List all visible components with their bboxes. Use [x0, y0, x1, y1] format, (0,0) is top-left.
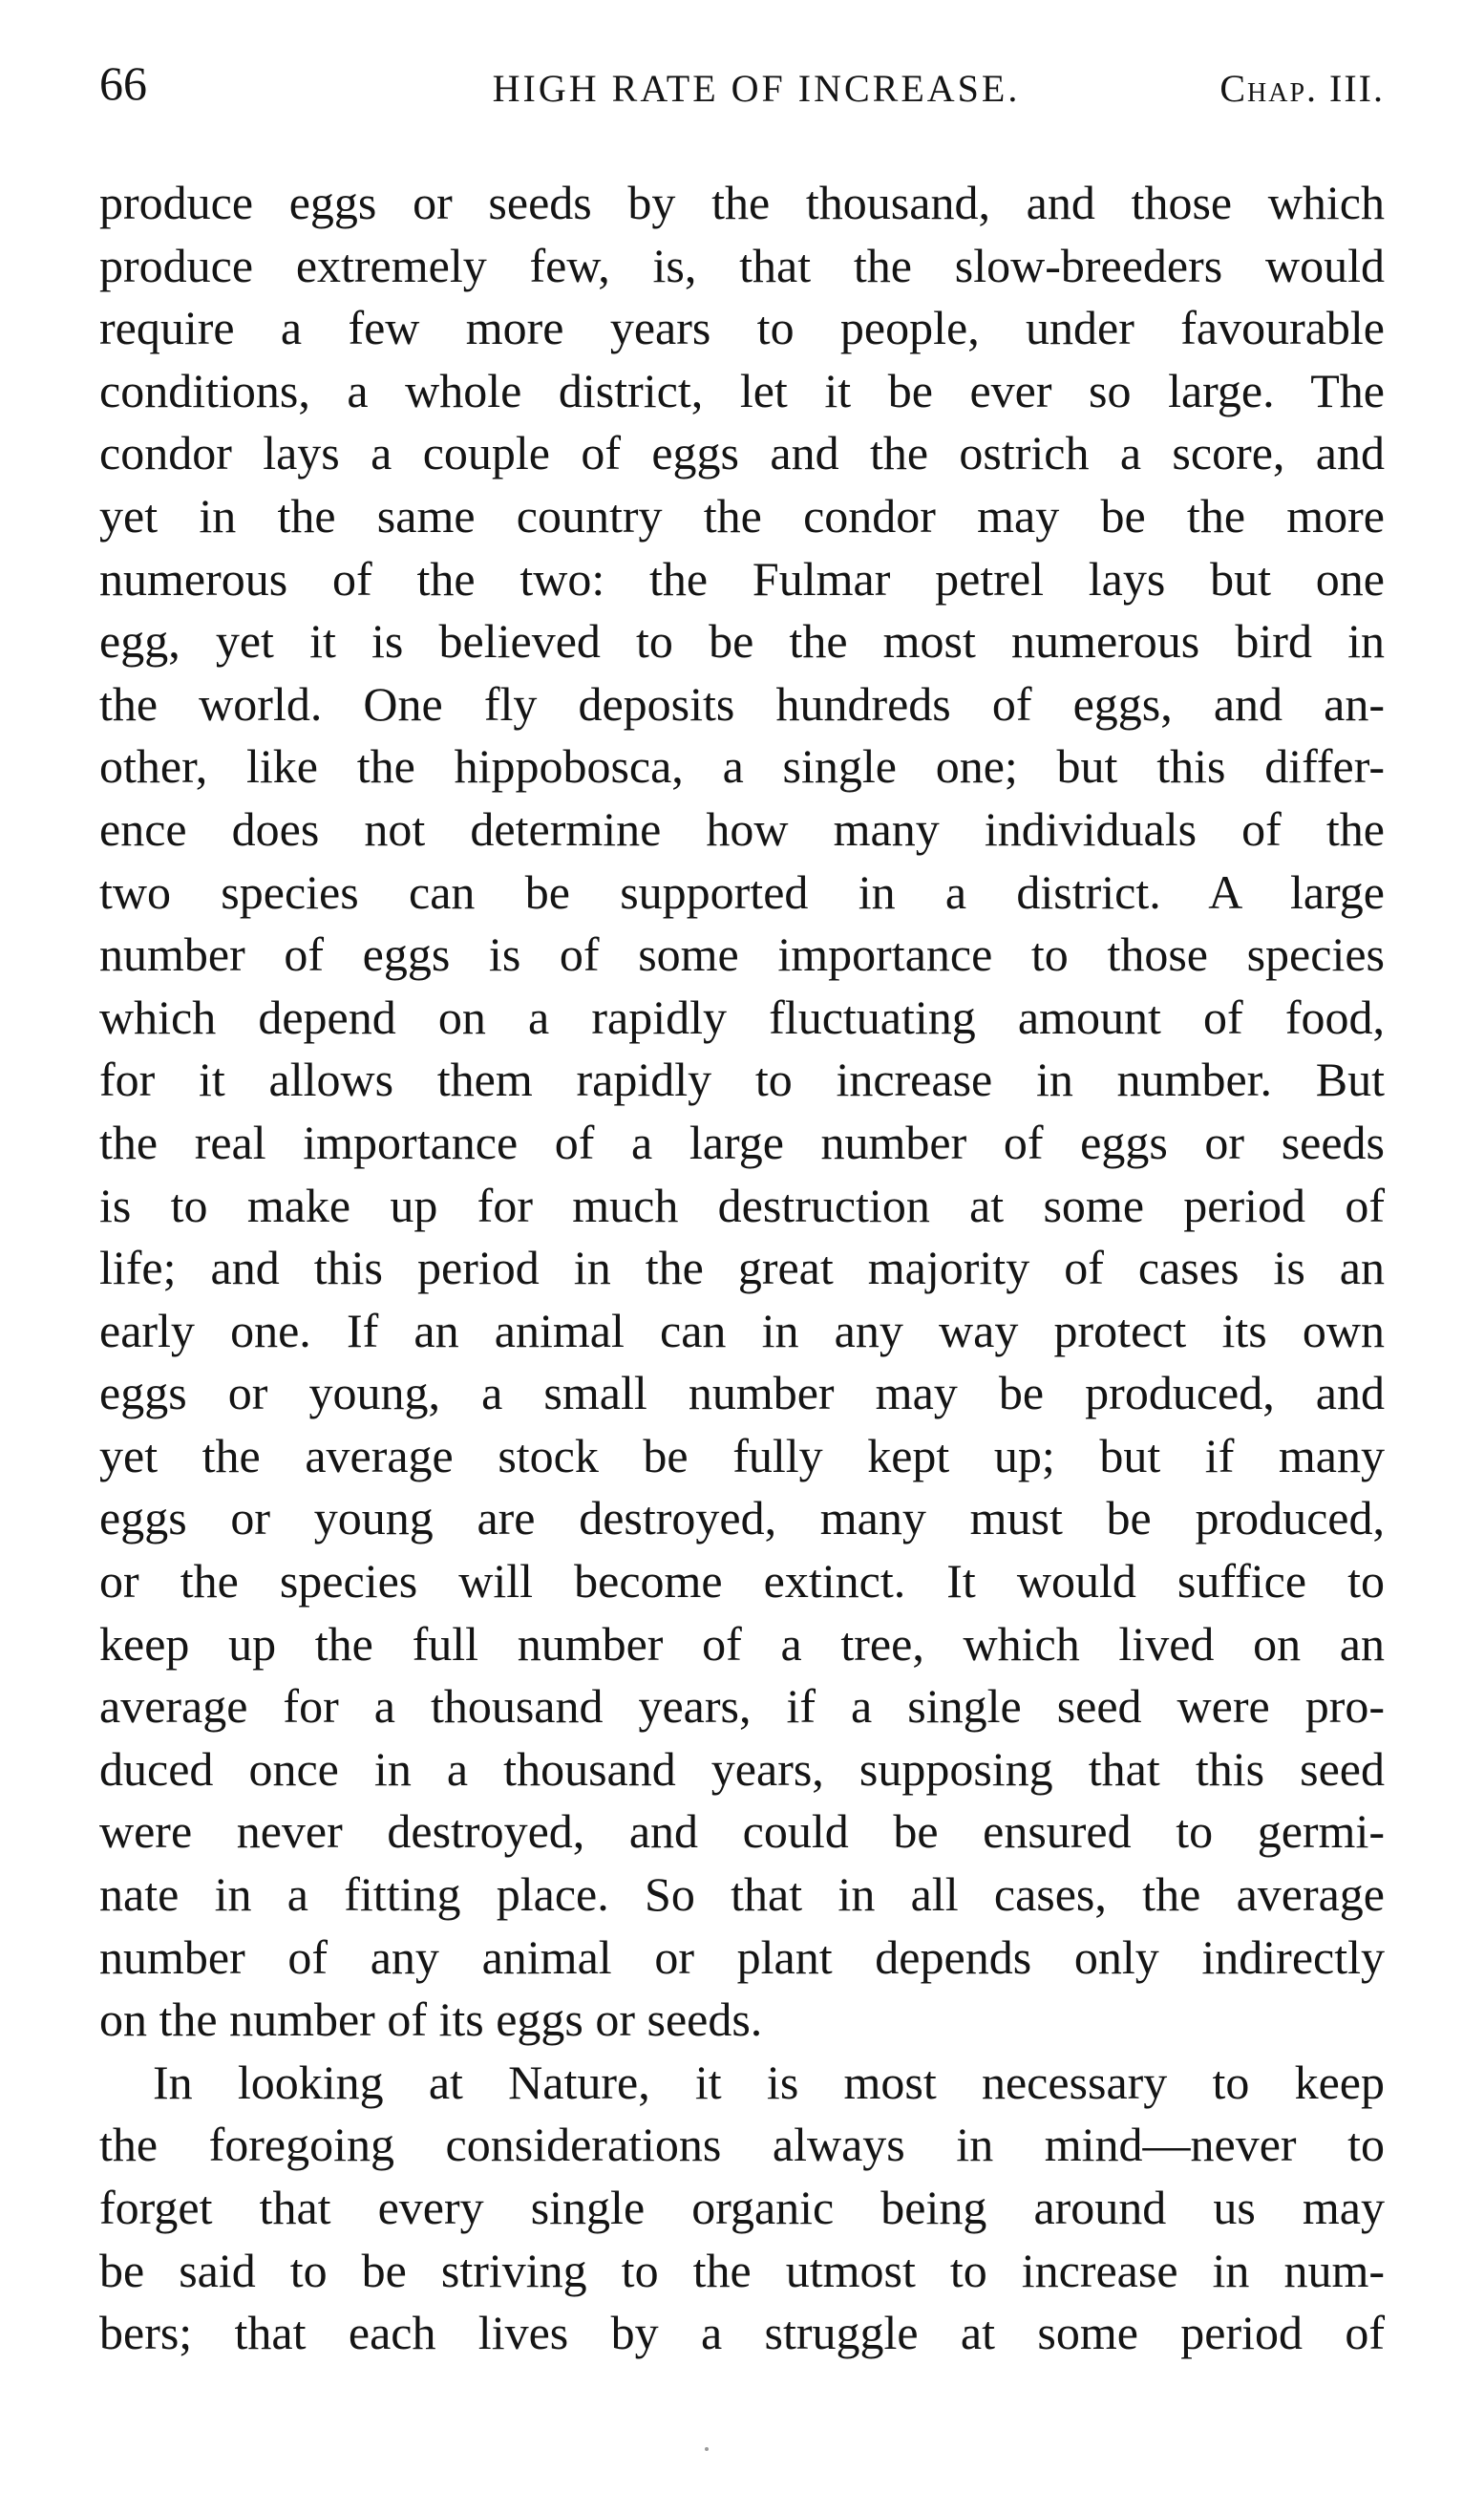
- text-line: ence does not determine how many individuals of the: [99, 801, 1385, 856]
- text-line: nate in a fitting place. So that in all cases, the average: [99, 1867, 1385, 1922]
- text-line: early one. If an animal can in any way protect its own: [99, 1303, 1385, 1357]
- text-line: bers; that each lives by a struggle at some period of: [99, 2306, 1385, 2360]
- text-line: the real importance of a large number of eggs or seeds: [99, 1115, 1385, 1169]
- text-line: which depend on a rapidly fluctuating amount of food,: [99, 990, 1385, 1044]
- text-line: eggs or young are destroyed, many must be produced,: [99, 1491, 1385, 1545]
- text-line: numerous of the two: the Fulmar petrel lays but one: [99, 551, 1385, 606]
- text-line: the world. One fly deposits hundreds of eggs, and an-: [99, 676, 1385, 731]
- paragraph-2: [99, 2052, 1385, 2365]
- text-line: produce eggs or seeds by the thousand, and those which: [99, 176, 1385, 229]
- text-line: is to make up for much destruction at some period of: [99, 1178, 1385, 1232]
- text-line: require a few more years to people, under favourable: [99, 301, 1385, 355]
- text-line: keep up the full number of a tree, which lived on an: [99, 1616, 1385, 1671]
- text-line: number of any animal or plant depends only indirectly: [99, 1929, 1385, 1984]
- text-line: or the species will become extinct. It would suffice to: [99, 1554, 1385, 1609]
- text-line: duced once in a thousand years, supposing that this seed: [99, 1741, 1385, 1796]
- text-line: yet in the same country the condor may be the more: [99, 488, 1385, 543]
- paragraph-1: [99, 172, 1385, 2052]
- text-line: for it allows them rapidly to increase in number. But: [99, 1053, 1385, 1107]
- text-line: were never destroyed, and could be ensured to germi-: [99, 1804, 1385, 1859]
- text-line: eggs or young, a small number may be produced, and: [99, 1366, 1385, 1420]
- text-line: forget that every single organic being around us may: [99, 2181, 1385, 2234]
- text-line: average for a thousand years, if a single seed were pro-: [99, 1679, 1385, 1734]
- text-line: on the number of its eggs or seeds.: [99, 1992, 763, 2047]
- text-line: conditions, a whole district, let it be ever so large. The: [99, 363, 1385, 417]
- text-line: other, like the hippobosca, a single one; but this differ-: [99, 739, 1385, 794]
- body-text: [99, 172, 1385, 2365]
- text-line: life; and this period in the great majority of cases is an: [99, 1241, 1385, 1295]
- text-line: the foregoing considerations always in mind—never to: [99, 2118, 1385, 2172]
- page-number: 66: [99, 56, 147, 110]
- text-line: number of eggs is of some importance to those species: [99, 927, 1385, 982]
- text-line: produce extremely few, is, that the slow-breeders would: [99, 238, 1385, 292]
- running-head: [99, 50, 1385, 117]
- text-line: be said to be striving to the utmost to increase in num-: [99, 2243, 1385, 2297]
- text-line: condor lays a couple of eggs and the ostrich a score, and: [99, 426, 1385, 480]
- paper-speck: [705, 2447, 709, 2451]
- running-title: HIGH RATE OF INCREASE.: [492, 67, 1021, 110]
- text-line: In looking at Nature, it is most necessary to keep: [153, 2055, 1385, 2109]
- text-line: yet the average stock be fully kept up; but if many: [99, 1428, 1385, 1482]
- chapter-label: Chap. III.: [1219, 67, 1385, 110]
- text-line: egg, yet it is believed to be the most numerous bird in: [99, 614, 1385, 669]
- text-line: two species can be supported in a district. A large: [99, 864, 1385, 919]
